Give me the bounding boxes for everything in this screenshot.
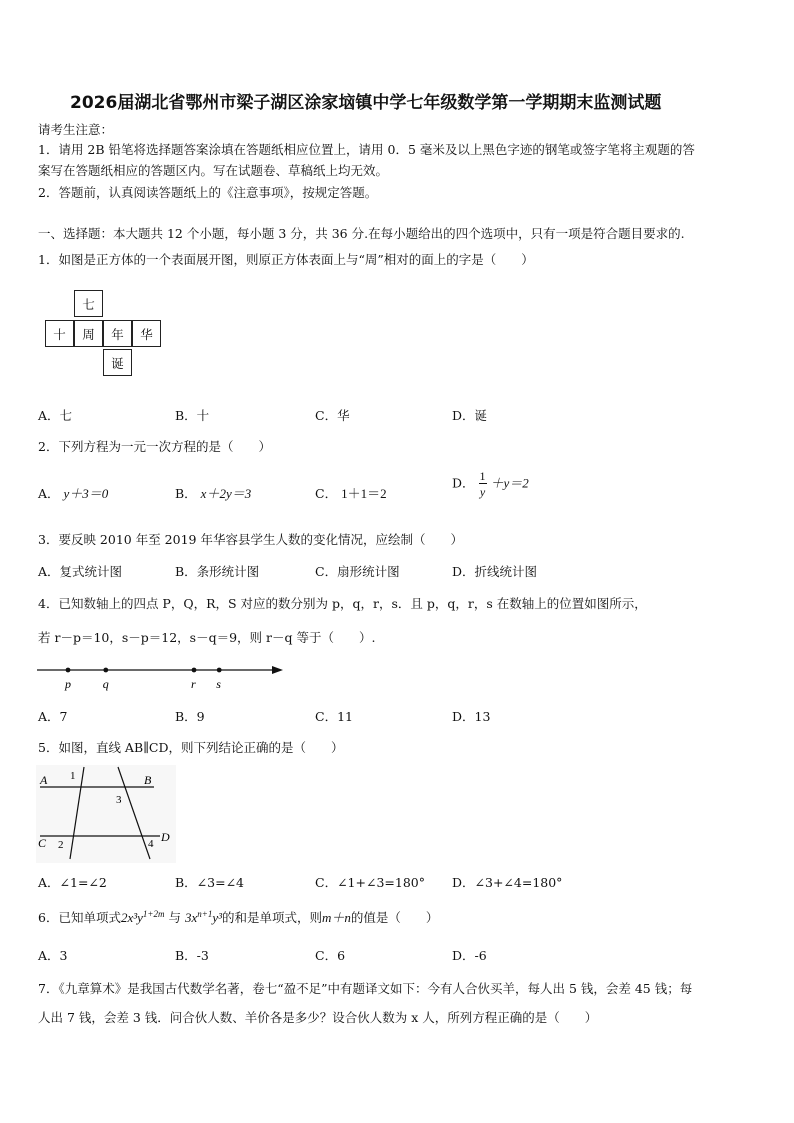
net-cell-left: 十 [45,320,74,347]
q6-option-a: A．3 [38,948,68,963]
q2-label-a: A． [38,486,60,501]
q4-stem-a: 4．已知数轴上的四点 P，Q，R，S 对应的数分别为 p，q，r，s．且 p，q，r，s 在数轴上的位置如图所示， [38,596,647,611]
number-line-label-s: s [216,677,221,691]
q1-option-a: A．七 [38,408,73,423]
angle-label-2: 2 [58,839,64,851]
q6-expr: m＋n [322,910,351,925]
q2-option-d [452,470,529,498]
number-line-point-q [103,668,108,673]
q2-eq-b: x＋2y＝3 [200,486,252,501]
q4-stem-b: 若 r－p＝10，s－p＝12，s－q＝9，则 r－q 等于（ ）. [38,630,376,645]
q6-stem-d: 的值是（ ） [350,910,439,925]
angle-label-4: 4 [148,838,154,850]
parallel-lines-figure [36,765,176,863]
section-heading: 一、选择题：本大题共 12 个小题，每小题 3 分，共 36 分.在每小题给出的四个选项中，只有一项是符合题目要求的. [38,226,685,241]
q2-label-b: B． [175,486,197,501]
q6-option-b: B．-3 [175,948,209,963]
number-line-arrow [272,666,283,674]
q2-stem: 2．下列方程为一元一次方程的是（ ） [38,439,271,454]
q6-option-c: C．6 [315,948,346,963]
number-line-label-p: p [65,677,71,691]
q2-frac-num: 1 [479,469,486,483]
q6-monomial-2-exp: n+1 [197,908,213,919]
number-line-point-r [192,668,197,673]
q6-stem-a: 6．已知单项式 [38,910,121,925]
q7-line-a: 7．《九章算术》是我国古代数学名著，卷七“盈不足”中有题译文如下：今有人合伙买羊，每人出 5 钱，会差 45 钱；每 [38,981,693,996]
net-cell-top: 七 [74,290,103,317]
q1-option-d: D．诞 [452,408,488,423]
q3-option-b: B．条形统计图 [175,564,260,579]
q6-monomial-1-exp: 1+2m [142,908,165,919]
q4-option-b: B．9 [175,709,205,724]
angle-label-3: 3 [116,794,122,806]
number-line-label-q: q [102,677,109,691]
q5-option-a: A．∠1=∠2 [38,875,107,890]
number-line-point-p [66,668,71,673]
q3-option-a: A．复式统计图 [38,564,123,579]
q1-option-c: C．华 [315,408,350,423]
q6-monomial-2b: y³ [212,910,222,925]
q6-monomial-2a: 3x [184,910,198,925]
number-line-label-r: r [191,677,196,691]
page-title: 2026届湖北省鄂州市梁子湖区涂家垴镇中学七年级数学第一学期期末监测试题 [70,93,662,113]
q3-option-c: C．扇形统计图 [315,564,400,579]
q2-eq-a: y＋3＝0 [63,486,109,501]
label-a: A [40,773,48,787]
q5-stem: 5．如图，直线 AB∥CD，则下列结论正确的是（ ） [38,740,344,755]
notice-line-2: 2．答题前，认真阅读答题纸上的《注意事项》，按规定答题。 [38,185,378,200]
net-cell-hua: 华 [132,320,161,347]
q1-option-b: B．十 [175,408,210,423]
q2-option-b [175,483,251,502]
q4-option-c: C．11 [315,709,353,724]
net-cell-zhou: 周 [74,320,103,347]
q6-stem-b: 与 [168,910,181,925]
net-cell-nian: 年 [103,320,132,347]
label-c: C [38,836,47,850]
net-cell-dan: 诞 [103,349,132,376]
q3-stem: 3．要反映 2010 年至 2019 年华容县学生人数的变化情况，应绘制（ ） [38,532,463,547]
q5-option-b: B．∠3=∠4 [175,875,245,890]
q2-frac-den: y [479,485,486,499]
q7-line-b: 人出 7 钱，会差 3 钱．问合伙人数、羊价各是多少？设合伙人数为 x 人，所列方程正确的是（ ） [38,1010,598,1025]
q1-stem: 1．如图是正方体的一个表面展开图，则原正方体表面上与“周”相对的面上的字是（ ） [38,252,534,267]
notice-heading: 请考生注意： [38,122,114,137]
q2-eq-d: ＋y＝2 [490,475,529,491]
q6-option-d: D．-6 [452,948,487,963]
cube-net-figure [45,290,165,380]
q2-option-c [315,483,387,502]
q5-option-d: D．∠3+∠4=180° [452,875,563,890]
number-line-figure [35,660,290,692]
q6-monomial-1: 2x³y [120,910,143,925]
q6-stem-c: 的和是单项式，则 [222,910,323,925]
q2-eq-c: 1＋1＝2 [341,486,387,501]
figure-background [36,765,176,863]
q2-fraction [479,470,487,498]
q4-option-d: D．13 [452,709,491,724]
q3-option-d: D．折线统计图 [452,564,538,579]
q2-label-d: D． [452,475,475,491]
label-b: B [144,773,152,787]
q4-option-a: A．7 [38,709,68,724]
label-d: D [161,830,170,844]
angle-label-1: 1 [70,770,76,782]
q6-stem [38,907,438,926]
q2-option-a [38,483,108,502]
q5-option-c: C．∠1+∠3=180° [315,875,425,890]
number-line-point-s [217,668,222,673]
notice-line-1b: 案写在答题纸相应的答题区内。写在试题卷、草稿纸上均无效。 [38,163,389,178]
notice-line-1a: 1．请用 2B 铅笔将选择题答案涂填在答题纸相应位置上，请用 0．5 毫米及以上黑色字迹的钢笔或签字笔将主观题的答 [38,142,695,157]
q2-label-c: C． [315,486,338,501]
